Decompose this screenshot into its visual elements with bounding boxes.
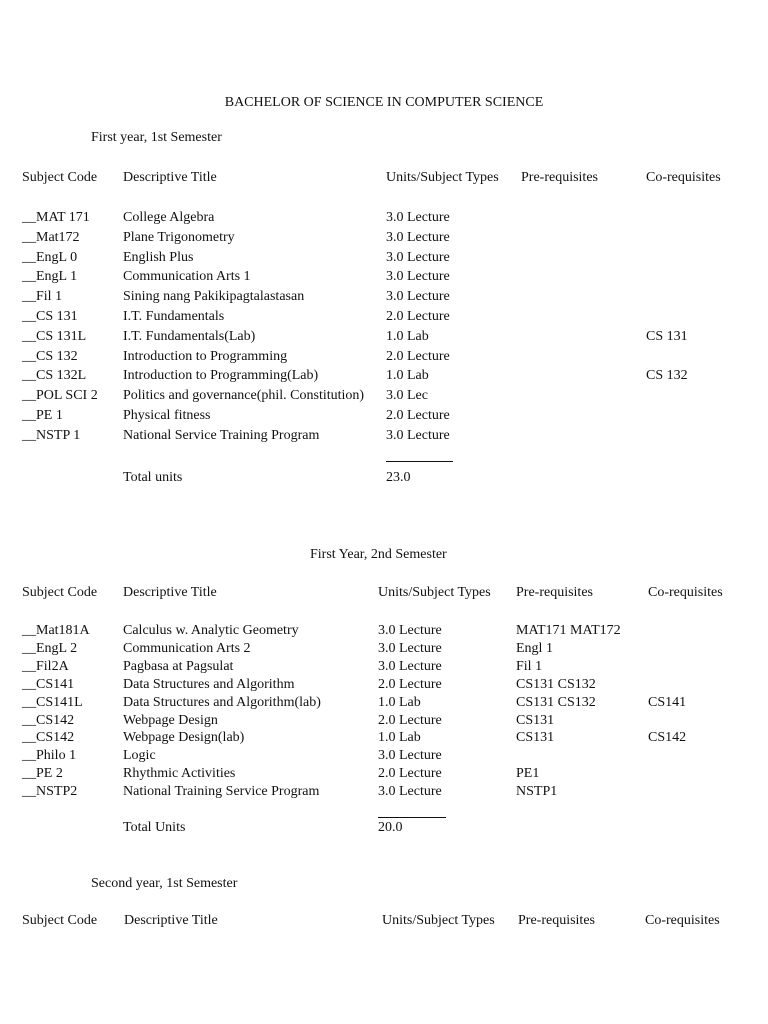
total-rule [386,461,453,462]
header-descriptive-title: Descriptive Title [123,170,217,185]
header-subject-code: Subject Code [22,913,98,928]
subject-title: I.T. Fundamentals(Lab) [123,329,256,344]
subject-code: __Fil 1 [22,289,63,304]
subject-prerequisites: Fil 1 [516,659,543,674]
total-rule [378,817,446,818]
subject-prerequisites: CS131 [516,730,555,745]
header-units: Units/Subject Types [386,170,499,185]
subject-code: __EngL 1 [22,269,78,284]
subject-prerequisites: CS131 [516,713,555,728]
subject-prerequisites: MAT171 MAT172 [516,623,621,638]
subject-code: __POL SCI 2 [22,388,98,403]
total-label: Total units [123,470,183,485]
subject-units: 3.0 Lecture [378,659,442,674]
semester-heading: First year, 1st Semester [91,130,222,145]
subject-corequisites: CS 132 [646,368,688,383]
subject-title: Data Structures and Algorithm(lab) [123,695,321,710]
subject-code: __CS 132L [22,368,87,383]
subject-prerequisites: PE1 [516,766,540,781]
header-corequisites: Co-requisites [645,913,720,928]
subject-units: 3.0 Lecture [378,784,442,799]
subject-units: 3.0 Lecture [378,748,442,763]
subject-code: __PE 1 [22,408,63,423]
header-prerequisites: Pre-requisites [518,913,595,928]
document-title: BACHELOR OF SCIENCE IN COMPUTER SCIENCE [224,95,544,110]
subject-units: 2.0 Lecture [386,349,450,364]
subject-code: __Philo 1 [22,748,77,763]
subject-units: 1.0 Lab [378,695,421,710]
subject-units: 2.0 Lecture [386,309,450,324]
subject-units: 2.0 Lecture [386,408,450,423]
subject-units: 3.0 Lec [386,388,428,403]
subject-units: 3.0 Lecture [378,623,442,638]
subject-title: National Service Training Program [123,428,320,443]
subject-code: __CS 131L [22,329,87,344]
subject-title: Webpage Design(lab) [123,730,245,745]
subject-title: Communication Arts 2 [123,641,251,656]
subject-corequisites: CS142 [648,730,687,745]
subject-units: 3.0 Lecture [378,641,442,656]
subject-title: I.T. Fundamentals [123,309,225,324]
header-descriptive-title: Descriptive Title [124,913,218,928]
header-descriptive-title: Descriptive Title [123,585,217,600]
subject-units: 3.0 Lecture [386,289,450,304]
subject-code: __CS 131 [22,309,78,324]
subject-title: Data Structures and Algorithm [123,677,295,692]
header-prerequisites: Pre-requisites [521,170,598,185]
subject-title: Pagbasa at Pagsulat [123,659,234,674]
subject-code: __Mat181A [22,623,90,638]
subject-units: 1.0 Lab [386,329,429,344]
subject-code: __Fil2A [22,659,69,674]
subject-corequisites: CS 131 [646,329,688,344]
subject-corequisites: CS141 [648,695,687,710]
subject-title: Politics and governance(phil. Constitution) [123,388,365,403]
semester-heading: First Year, 2nd Semester [310,547,447,562]
subject-title: Logic [123,748,156,763]
subject-title: Rhythmic Activities [123,766,236,781]
total-value: 20.0 [378,820,403,835]
subject-code: __NSTP 1 [22,428,81,443]
subject-title: Plane Trigonometry [123,230,235,245]
subject-prerequisites: CS131 CS132 [516,677,596,692]
subject-title: Sining nang Pakikipagtalastasan [123,289,305,304]
header-corequisites: Co-requisites [646,170,721,185]
header-prerequisites: Pre-requisites [516,585,593,600]
subject-prerequisites: CS131 CS132 [516,695,596,710]
subject-units: 2.0 Lecture [378,713,442,728]
subject-units: 2.0 Lecture [378,766,442,781]
subject-title: Introduction to Programming(Lab) [123,368,319,383]
subject-title: English Plus [123,250,194,265]
subject-units: 3.0 Lecture [386,269,450,284]
subject-code: __CS141 [22,677,75,692]
subject-title: Introduction to Programming [123,349,288,364]
subject-prerequisites: Engl 1 [516,641,553,656]
header-units: Units/Subject Types [378,585,491,600]
subject-units: 1.0 Lab [378,730,421,745]
subject-title: National Training Service Program [123,784,320,799]
subject-title: Webpage Design [123,713,218,728]
subject-code: __CS142 [22,730,75,745]
subject-code: __EngL 2 [22,641,78,656]
subject-title: Physical fitness [123,408,211,423]
subject-title: Communication Arts 1 [123,269,251,284]
subject-units: 2.0 Lecture [378,677,442,692]
header-subject-code: Subject Code [22,170,98,185]
subject-code: __CS142 [22,713,75,728]
subject-units: 3.0 Lecture [386,210,450,225]
total-value: 23.0 [386,470,411,485]
subject-units: 1.0 Lab [386,368,429,383]
subject-units: 3.0 Lecture [386,230,450,245]
subject-code: __EngL 0 [22,250,78,265]
subject-units: 3.0 Lecture [386,250,450,265]
subject-code: __PE 2 [22,766,63,781]
header-units: Units/Subject Types [382,913,495,928]
subject-units: 3.0 Lecture [386,428,450,443]
subject-title: Calculus w. Analytic Geometry [123,623,299,638]
subject-code: __NSTP2 [22,784,78,799]
header-corequisites: Co-requisites [648,585,723,600]
subject-code: __CS 132 [22,349,78,364]
semester-heading: Second year, 1st Semester [91,876,238,891]
subject-title: College Algebra [123,210,215,225]
subject-code: __Mat172 [22,230,80,245]
subject-code: __CS141L [22,695,83,710]
header-subject-code: Subject Code [22,585,98,600]
total-label: Total Units [123,820,186,835]
subject-prerequisites: NSTP1 [516,784,558,799]
subject-code: __MAT 171 [22,210,90,225]
